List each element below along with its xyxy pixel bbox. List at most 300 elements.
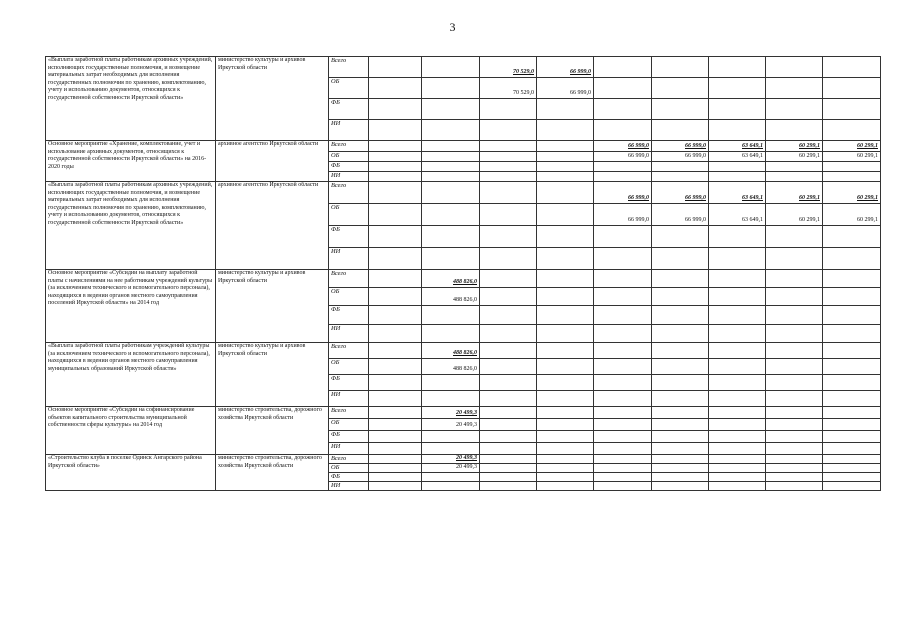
- amount-cell: [369, 120, 422, 141]
- amount-cell: [480, 172, 537, 182]
- amount-cell: [369, 172, 422, 182]
- amount-cell: [709, 162, 766, 172]
- amount-cell: [766, 120, 823, 141]
- measure-name-cell: Основное мероприятие «Субсидии на софинансирование объектов капитального строительства муниципальной собственности сферы культуры» на 2014 год: [46, 407, 216, 455]
- amount-cell: [823, 226, 881, 248]
- funding-source-cell: Всего: [329, 57, 369, 78]
- table-row: [46, 141, 881, 152]
- amount-cell: [594, 99, 652, 120]
- amount-cell: [594, 120, 652, 141]
- page-number: 3: [449, 20, 456, 34]
- amount-cell: [422, 431, 480, 443]
- amount-cell: [594, 473, 652, 482]
- funding-source-cell: ИИ: [329, 443, 369, 455]
- amount-cell: [823, 473, 881, 482]
- executor-cell: архивное агентство Иркутской области: [216, 182, 329, 270]
- funding-source-cell: ОБ: [329, 288, 369, 306]
- amount-cell: [766, 443, 823, 455]
- funding-source-cell: Всего: [329, 182, 369, 204]
- amount-cell: 66 999,0: [594, 204, 652, 226]
- amount-cell: [480, 391, 537, 407]
- amount-cell: [422, 375, 480, 391]
- amount-cell: [766, 464, 823, 473]
- amount-cell: [369, 343, 422, 359]
- amount-cell: [480, 141, 537, 152]
- amount-cell: 60 299,1: [823, 141, 881, 152]
- amount-cell: [480, 325, 537, 343]
- amount-cell: [480, 182, 537, 204]
- amount-cell: 60 299,1: [766, 204, 823, 226]
- amount-cell: [709, 120, 766, 141]
- amount-cell: [594, 270, 652, 288]
- amount-cell: [823, 419, 881, 431]
- funding-source-cell: ОБ: [329, 152, 369, 162]
- amount-cell: [709, 78, 766, 99]
- amount-cell: 63 649,1: [709, 152, 766, 162]
- amount-cell: [766, 172, 823, 182]
- amount-cell: [766, 431, 823, 443]
- amount-cell: [537, 443, 594, 455]
- amount-cell: [422, 226, 480, 248]
- amount-cell: [422, 443, 480, 455]
- amount-cell: [537, 270, 594, 288]
- amount-cell: [480, 120, 537, 141]
- amount-cell: [823, 464, 881, 473]
- amount-cell: [652, 288, 709, 306]
- amount-cell: [422, 248, 480, 270]
- amount-cell: [537, 375, 594, 391]
- amount-cell: [766, 248, 823, 270]
- amount-cell: [594, 306, 652, 325]
- amount-cell: [823, 78, 881, 99]
- amount-cell: 63 649,1: [709, 182, 766, 204]
- amount-cell: [709, 57, 766, 78]
- amount-cell: [594, 172, 652, 182]
- amount-cell: [422, 473, 480, 482]
- amount-cell: [480, 204, 537, 226]
- funding-source-cell: ИИ: [329, 391, 369, 407]
- funding-source-cell: Всего: [329, 141, 369, 152]
- amount-cell: [537, 431, 594, 443]
- amount-cell: [823, 120, 881, 141]
- amount-cell: [369, 482, 422, 491]
- amount-cell: [537, 473, 594, 482]
- amount-cell: [709, 473, 766, 482]
- amount-cell: [369, 443, 422, 455]
- amount-cell: [480, 226, 537, 248]
- amount-cell: [480, 375, 537, 391]
- funding-source-cell: ОБ: [329, 78, 369, 99]
- amount-cell: [709, 359, 766, 375]
- amount-cell: [823, 99, 881, 120]
- measure-name-cell: Основное мероприятие «Субсидии на выплату заработной платы с начислениями на нее работникам учреждений культуры (за исключением технического и вспомогательного персонала), находящихся в ведении органов местного самоуправления поселений Иркутской области» на 2014 год: [46, 270, 216, 343]
- funding-source-cell: ФБ: [329, 162, 369, 172]
- amount-cell: [537, 359, 594, 375]
- amount-cell: [422, 391, 480, 407]
- amount-cell: 60 299,1: [823, 204, 881, 226]
- amount-cell: [480, 419, 537, 431]
- measure-name-cell: «Выплата заработной платы работникам архивных учреждений, исполняющих государственные полномочия, и возмещение материальных затрат необходимых для исполнения государственных полномочия по хранению, комплектованию, учету и использованию документов, относящихся к государственной собственности Иркутской области»: [46, 182, 216, 270]
- amount-cell: [823, 325, 881, 343]
- amount-cell: [369, 431, 422, 443]
- funding-source-cell: ФБ: [329, 306, 369, 325]
- amount-cell: [709, 431, 766, 443]
- amount-cell: 63 649,1: [709, 141, 766, 152]
- amount-cell: [709, 455, 766, 464]
- amount-cell: [537, 343, 594, 359]
- amount-cell: [652, 78, 709, 99]
- amount-cell: [369, 270, 422, 288]
- amount-cell: [480, 431, 537, 443]
- measure-name-cell: «Выплата заработной платы работникам архивных учреждений, исполняющих государственные полномочия, и возмещение материальных затрат необходимых для исполнения государственных полномочия по хранению, комплектованию, учету и использованию документов, относящихся к государственной собственности Иркутской области»: [46, 57, 216, 141]
- amount-cell: [652, 419, 709, 431]
- amount-cell: [369, 375, 422, 391]
- amount-cell: [823, 443, 881, 455]
- amount-cell: [369, 204, 422, 226]
- funding-source-cell: ФБ: [329, 375, 369, 391]
- amount-cell: [652, 325, 709, 343]
- funding-source-cell: ИИ: [329, 172, 369, 182]
- amount-cell: [480, 473, 537, 482]
- funding-source-cell: Всего: [329, 407, 369, 419]
- amount-cell: [823, 375, 881, 391]
- amount-cell: [594, 443, 652, 455]
- amount-cell: [369, 182, 422, 204]
- amount-cell: [709, 407, 766, 419]
- amount-cell: [766, 78, 823, 99]
- amount-cell: [652, 172, 709, 182]
- amount-cell: [537, 120, 594, 141]
- amount-cell: 66 999,0: [652, 152, 709, 162]
- amount-cell: [823, 359, 881, 375]
- amount-cell: [766, 455, 823, 464]
- amount-cell: 60 299,1: [766, 141, 823, 152]
- amount-cell: [709, 391, 766, 407]
- amount-cell: [652, 162, 709, 172]
- amount-cell: [652, 359, 709, 375]
- amount-cell: [652, 391, 709, 407]
- amount-cell: [823, 270, 881, 288]
- amount-cell: [823, 162, 881, 172]
- amount-cell: [766, 482, 823, 491]
- amount-cell: [537, 464, 594, 473]
- amount-cell: [422, 162, 480, 172]
- funding-source-cell: ФБ: [329, 226, 369, 248]
- amount-cell: [480, 99, 537, 120]
- amount-cell: [709, 482, 766, 491]
- amount-cell: 20 499,3: [422, 419, 480, 431]
- amount-cell: [709, 172, 766, 182]
- amount-cell: [594, 407, 652, 419]
- budget-table: [45, 56, 881, 491]
- amount-cell: 20 499,3: [422, 455, 480, 464]
- amount-cell: [709, 288, 766, 306]
- amount-cell: [709, 270, 766, 288]
- amount-cell: [766, 375, 823, 391]
- amount-cell: [369, 473, 422, 482]
- amount-cell: [709, 343, 766, 359]
- amount-cell: [480, 248, 537, 270]
- amount-cell: 66 999,0: [652, 141, 709, 152]
- amount-cell: 20 499,3: [422, 464, 480, 473]
- amount-cell: [480, 464, 537, 473]
- table-row: [46, 455, 881, 464]
- amount-cell: [766, 473, 823, 482]
- amount-cell: [422, 99, 480, 120]
- amount-cell: [652, 455, 709, 464]
- funding-source-cell: ИИ: [329, 120, 369, 141]
- amount-cell: [594, 57, 652, 78]
- amount-cell: [369, 99, 422, 120]
- amount-cell: [594, 162, 652, 172]
- amount-cell: [369, 419, 422, 431]
- amount-cell: [480, 455, 537, 464]
- table-row: [46, 270, 881, 288]
- amount-cell: [537, 407, 594, 419]
- amount-cell: [709, 226, 766, 248]
- amount-cell: [369, 288, 422, 306]
- amount-cell: [652, 375, 709, 391]
- table-row: [46, 182, 881, 204]
- funding-source-cell: ИИ: [329, 325, 369, 343]
- amount-cell: [480, 482, 537, 491]
- amount-cell: [537, 182, 594, 204]
- amount-cell: [369, 306, 422, 325]
- measure-name-cell: «Строительство клуба в поселке Одинск Ангарского района Иркутской области»: [46, 455, 216, 491]
- amount-cell: [422, 172, 480, 182]
- amount-cell: [422, 152, 480, 162]
- amount-cell: [766, 162, 823, 172]
- amount-cell: 66 999,0: [652, 204, 709, 226]
- amount-cell: [766, 306, 823, 325]
- amount-cell: 66 999,0: [537, 57, 594, 78]
- amount-cell: [652, 57, 709, 78]
- amount-cell: 60 299,1: [823, 152, 881, 162]
- table-row: [46, 57, 881, 78]
- amount-cell: [480, 270, 537, 288]
- funding-source-cell: ФБ: [329, 431, 369, 443]
- amount-cell: [823, 57, 881, 78]
- amount-cell: [766, 325, 823, 343]
- amount-cell: [422, 120, 480, 141]
- amount-cell: [422, 325, 480, 343]
- amount-cell: 60 299,1: [823, 182, 881, 204]
- funding-source-cell: ОБ: [329, 359, 369, 375]
- amount-cell: 488 826,0: [422, 270, 480, 288]
- amount-cell: [766, 270, 823, 288]
- executor-cell: министерство строительства, дорожного хозяйства Иркутской области: [216, 407, 329, 455]
- amount-cell: [594, 343, 652, 359]
- executor-cell: министерство строительства, дорожного хозяйства Иркутской области: [216, 455, 329, 491]
- measure-name-cell: Основное мероприятие «Хранение, комплектование, учет и использование архивных документов, относящихся к государственной собственности Иркутской области» на 2016-2020 годы: [46, 141, 216, 182]
- amount-cell: 20 499,3: [422, 407, 480, 419]
- amount-cell: [422, 57, 480, 78]
- funding-source-cell: ФБ: [329, 473, 369, 482]
- amount-cell: [422, 204, 480, 226]
- amount-cell: [480, 443, 537, 455]
- amount-cell: [422, 482, 480, 491]
- amount-cell: [652, 482, 709, 491]
- amount-cell: [594, 375, 652, 391]
- amount-cell: [652, 464, 709, 473]
- amount-cell: 66 999,0: [652, 182, 709, 204]
- executor-cell: архивное агентство Иркутской области: [216, 141, 329, 182]
- funding-source-cell: ОБ: [329, 204, 369, 226]
- amount-cell: [766, 226, 823, 248]
- amount-cell: [823, 407, 881, 419]
- amount-cell: [537, 391, 594, 407]
- amount-cell: [537, 226, 594, 248]
- amount-cell: [652, 431, 709, 443]
- amount-cell: [537, 248, 594, 270]
- amount-cell: [594, 359, 652, 375]
- amount-cell: [652, 306, 709, 325]
- amount-cell: [537, 172, 594, 182]
- amount-cell: [709, 375, 766, 391]
- amount-cell: [766, 99, 823, 120]
- amount-cell: [594, 455, 652, 464]
- amount-cell: [709, 306, 766, 325]
- amount-cell: 66 999,0: [594, 152, 652, 162]
- amount-cell: [766, 419, 823, 431]
- amount-cell: 488 826,0: [422, 359, 480, 375]
- amount-cell: [766, 57, 823, 78]
- amount-cell: [537, 419, 594, 431]
- amount-cell: [537, 288, 594, 306]
- amount-cell: [594, 226, 652, 248]
- amount-cell: [369, 359, 422, 375]
- amount-cell: [480, 288, 537, 306]
- funding-source-cell: ФБ: [329, 99, 369, 120]
- amount-cell: [766, 359, 823, 375]
- funding-source-cell: Всего: [329, 343, 369, 359]
- amount-cell: 66 999,0: [594, 182, 652, 204]
- amount-cell: [766, 407, 823, 419]
- amount-cell: [594, 482, 652, 491]
- amount-cell: [369, 57, 422, 78]
- amount-cell: [480, 162, 537, 172]
- amount-cell: [369, 407, 422, 419]
- amount-cell: [422, 141, 480, 152]
- funding-source-cell: Всего: [329, 270, 369, 288]
- amount-cell: [709, 248, 766, 270]
- amount-cell: [823, 455, 881, 464]
- amount-cell: [369, 162, 422, 172]
- amount-cell: [422, 182, 480, 204]
- funding-source-cell: ОБ: [329, 419, 369, 431]
- amount-cell: [823, 343, 881, 359]
- amount-cell: [594, 325, 652, 343]
- amount-cell: [594, 248, 652, 270]
- amount-cell: [537, 306, 594, 325]
- amount-cell: [823, 431, 881, 443]
- amount-cell: [422, 78, 480, 99]
- amount-cell: 60 299,1: [766, 182, 823, 204]
- amount-cell: [369, 391, 422, 407]
- amount-cell: [369, 455, 422, 464]
- amount-cell: [537, 141, 594, 152]
- amount-cell: [594, 78, 652, 99]
- executor-cell: министерство культуры и архивов Иркутской области: [216, 270, 329, 343]
- funding-source-cell: ИИ: [329, 248, 369, 270]
- amount-cell: [766, 343, 823, 359]
- amount-cell: [709, 99, 766, 120]
- amount-cell: [709, 464, 766, 473]
- amount-cell: [709, 419, 766, 431]
- amount-cell: [537, 204, 594, 226]
- amount-cell: [369, 226, 422, 248]
- amount-cell: [537, 99, 594, 120]
- amount-cell: [652, 473, 709, 482]
- amount-cell: [480, 152, 537, 162]
- amount-cell: [480, 359, 537, 375]
- amount-cell: 70 529,0: [480, 78, 537, 99]
- funding-source-cell: ИИ: [329, 482, 369, 491]
- amount-cell: [652, 270, 709, 288]
- amount-cell: [537, 152, 594, 162]
- amount-cell: [422, 306, 480, 325]
- amount-cell: [709, 325, 766, 343]
- amount-cell: [652, 99, 709, 120]
- amount-cell: [369, 325, 422, 343]
- amount-cell: [369, 141, 422, 152]
- amount-cell: [823, 391, 881, 407]
- amount-cell: [369, 152, 422, 162]
- amount-cell: 66 999,0: [594, 141, 652, 152]
- amount-cell: 488 826,0: [422, 343, 480, 359]
- amount-cell: [766, 391, 823, 407]
- table-row: [46, 407, 881, 419]
- amount-cell: [766, 288, 823, 306]
- amount-cell: [823, 172, 881, 182]
- amount-cell: [652, 443, 709, 455]
- amount-cell: [594, 464, 652, 473]
- amount-cell: [369, 248, 422, 270]
- amount-cell: 488 826,0: [422, 288, 480, 306]
- amount-cell: [823, 482, 881, 491]
- amount-cell: [709, 443, 766, 455]
- amount-cell: [537, 325, 594, 343]
- amount-cell: 66 999,0: [537, 78, 594, 99]
- amount-cell: [823, 248, 881, 270]
- amount-cell: [652, 407, 709, 419]
- amount-cell: [652, 226, 709, 248]
- amount-cell: [537, 162, 594, 172]
- amount-cell: [480, 407, 537, 419]
- amount-cell: 60 299,1: [766, 152, 823, 162]
- amount-cell: [369, 78, 422, 99]
- amount-cell: [480, 343, 537, 359]
- amount-cell: [369, 464, 422, 473]
- amount-cell: [823, 306, 881, 325]
- amount-cell: [537, 482, 594, 491]
- amount-cell: [823, 288, 881, 306]
- amount-cell: [652, 343, 709, 359]
- amount-cell: 63 649,1: [709, 204, 766, 226]
- amount-cell: [652, 248, 709, 270]
- funding-source-cell: Всего: [329, 455, 369, 464]
- amount-cell: [594, 391, 652, 407]
- amount-cell: [594, 288, 652, 306]
- amount-cell: [480, 306, 537, 325]
- amount-cell: [594, 419, 652, 431]
- executor-cell: министерство культуры и архивов Иркутской области: [216, 57, 329, 141]
- executor-cell: министерство культуры и архивов Иркутской области: [216, 343, 329, 407]
- amount-cell: 70 529,0: [480, 57, 537, 78]
- amount-cell: [652, 120, 709, 141]
- amount-cell: [594, 431, 652, 443]
- funding-source-cell: ОБ: [329, 464, 369, 473]
